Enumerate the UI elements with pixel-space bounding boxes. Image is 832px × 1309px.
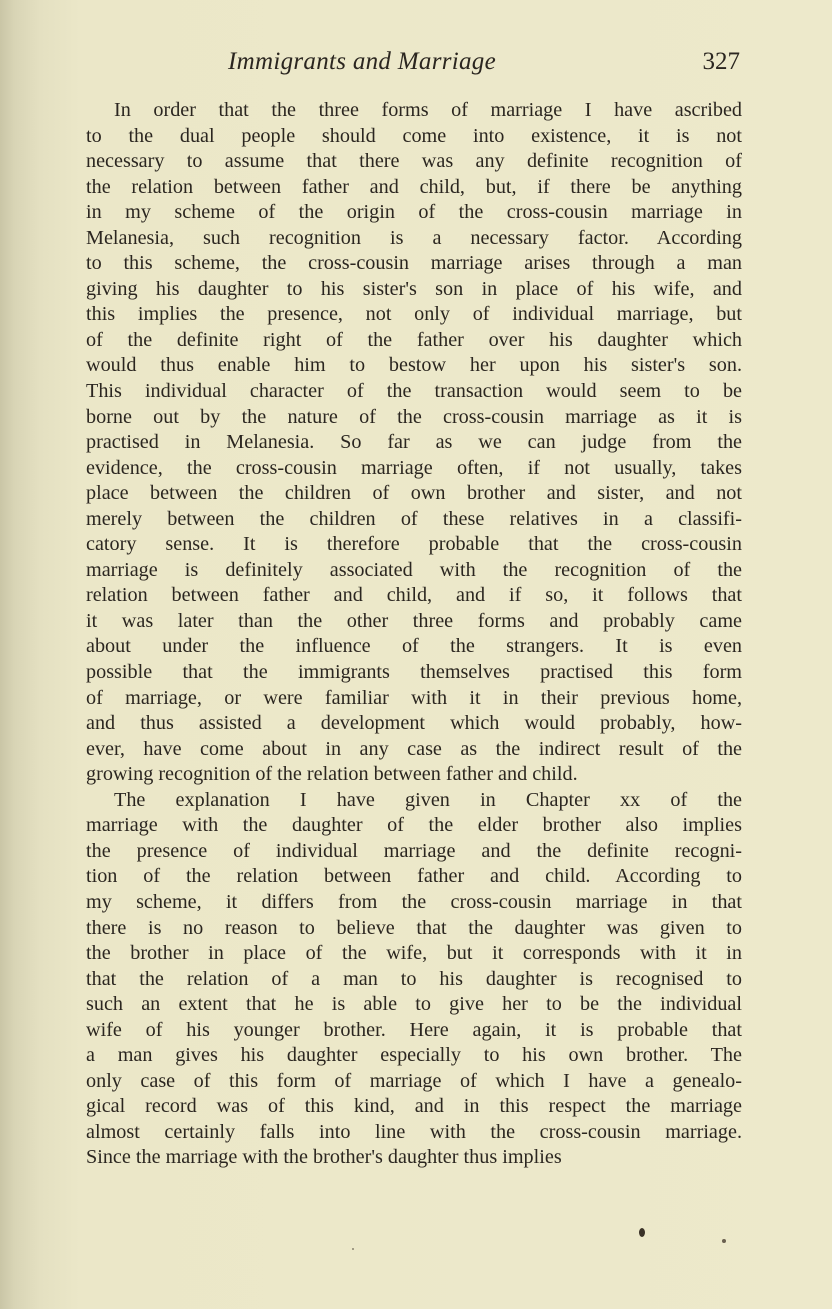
running-head-title: Immigrants and Marriage <box>228 48 497 75</box>
text-line: marriage is definitely associated with the recognition of the <box>86 558 742 581</box>
text-line: catory sense. It is therefore probable that the cross-cousin <box>86 533 742 556</box>
running-head <box>104 48 740 88</box>
text-line: giving his daughter to his sister's son in place of his wife, and <box>86 277 742 300</box>
text-line: growing recognition of the relation between father and child. <box>86 763 578 786</box>
text-line: the relation between father and child, but, if there be anything <box>86 175 742 198</box>
text-line: gical record was of this kind, and in this respect the marriage <box>86 1095 742 1118</box>
page-number: 327 <box>702 48 740 75</box>
text-line: would thus enable him to bestow her upon his sister's son. <box>86 354 742 377</box>
text-line: a man gives his daughter especially to his own brother. The <box>86 1044 742 1067</box>
text-line: that the relation of a man to his daughter is recognised to <box>86 967 742 990</box>
text-line: This individual character of the transaction would seem to be <box>86 380 742 403</box>
text-line: In order that the three forms of marriage I have ascribed <box>114 99 742 121</box>
text-line: The explanation I have given in Chapter xx of the <box>114 788 742 811</box>
text-line: almost certainly falls into line with the cross-cousin marriage. <box>86 1120 742 1143</box>
body-text <box>86 98 742 1171</box>
text-line: the presence of individual marriage and the definite recogni- <box>86 839 742 862</box>
text-line: practised in Melanesia. So far as we can judge from the <box>86 431 742 454</box>
text-line: it was later than the other three forms and probably came <box>86 609 742 632</box>
text-line: merely between the children of these relatives in a classifi- <box>86 507 742 530</box>
ink-speck <box>352 1248 354 1250</box>
text-line: evidence, the cross-cousin marriage often, if not usually, takes <box>86 456 742 479</box>
text-line: Since the marriage with the brother's daughter thus implies <box>86 1146 562 1169</box>
text-line: the brother in place of the wife, but it corresponds with it in <box>86 942 742 965</box>
text-line: and thus assisted a development which would probably, how- <box>86 712 742 735</box>
text-line: of marriage, or were familiar with it in their previous home, <box>86 686 742 709</box>
ink-speck <box>639 1228 645 1237</box>
text-line: there is no reason to believe that the daughter was given to <box>86 916 742 939</box>
text-line: such an extent that he is able to give her to be the individual <box>86 993 742 1016</box>
text-line: this implies the presence, not only of individual marriage, but <box>86 303 742 326</box>
text-line: marriage with the daughter of the elder brother also implies <box>86 814 742 837</box>
text-line: tion of the relation between father and child. According to <box>86 865 742 888</box>
text-line: to this scheme, the cross-cousin marriage arises through a man <box>86 252 742 275</box>
text-line: in my scheme of the origin of the cross-cousin marriage in <box>86 201 742 224</box>
text-line: borne out by the nature of the cross-cousin marriage as it is <box>86 405 742 428</box>
text-line: of the definite right of the father over his daughter which <box>86 328 742 351</box>
text-line: relation between father and child, and if so, it follows that <box>86 584 742 607</box>
text-line: Melanesia, such recognition is a necessary factor. According <box>86 226 742 249</box>
text-line: ever, have come about in any case as the indirect result of the <box>86 737 742 760</box>
paragraph <box>86 788 742 1171</box>
paragraph <box>86 98 742 788</box>
text-line: necessary to assume that there was any definite recognition of <box>86 150 742 173</box>
text-line: possible that the immigrants themselves practised this form <box>86 661 742 684</box>
text-line: wife of his younger brother. Here again, it is probable that <box>86 1018 742 1041</box>
text-line: my scheme, it differs from the cross-cousin marriage in that <box>86 890 742 913</box>
text-line: about under the influence of the strangers. It is even <box>86 635 742 658</box>
text-line: only case of this form of marriage of which I have a genealo- <box>86 1069 742 1092</box>
text-line: place between the children of own brother and sister, and not <box>86 482 742 505</box>
ink-speck <box>722 1239 726 1243</box>
text-line: to the dual people should come into existence, it is not <box>86 124 742 147</box>
